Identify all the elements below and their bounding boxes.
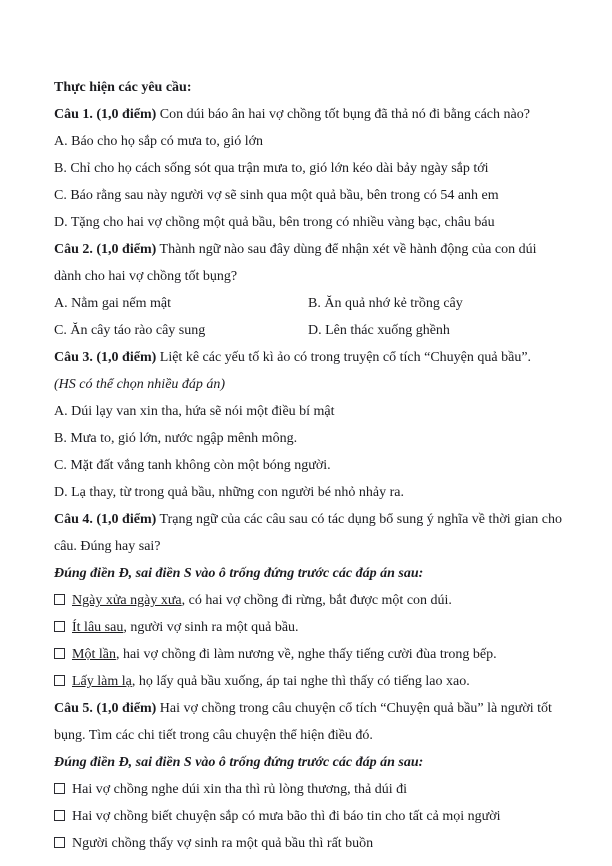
item-text: Người chồng thấy vợ sinh ra một quả bầu thì rất buồn [72,836,374,851]
answer-checkbox[interactable] [54,675,65,686]
question-1 [54,101,564,128]
question-3-option-a: A. Dúi lạy van xin tha, hứa sẽ nói một điều bí mật [54,404,335,419]
question-5-instruction: Đúng điền Đ, sai điền S vào ô trống đứng trước các đáp án sau: [54,755,424,770]
question-3-option-c: C. Mặt đất vắng tanh không còn một bóng người. [54,458,331,473]
underlined-adverbial: Một lần [72,647,116,662]
question-3-label: Câu 3. (1,0 điểm) [54,350,157,365]
item-text: Hai vợ chồng biết chuyện sắp có mưa bão thì đi báo tin cho tất cả mọi người [72,809,501,824]
answer-checkbox[interactable] [54,783,65,794]
question-2-text: Thành ngữ nào sau đây dùng để nhận xét về hành động của con dúi dành cho hai vợ chồng tốt bụng? [54,242,537,284]
question-1-option-d: D. Tặng cho hai vợ chồng một quả bầu, bên trong có nhiều vàng bạc, châu báu [54,215,495,230]
item-text: Hai vợ chồng nghe dúi xin tha thì rủ lòng thương, thả dúi đi [72,782,408,797]
item-text: , người vợ sinh ra một quả bầu. [123,620,299,635]
question-1-text: Con dúi báo ân hai vợ chồng tốt bụng đã thả nó đi bằng cách nào? [159,107,530,122]
question-4-label: Câu 4. (1,0 điểm) [54,512,157,527]
question-4-text: Trạng ngữ của các câu sau có tác dụng bổ sung ý nghĩa về thời gian cho câu. Đúng hay sai? [54,512,563,554]
underlined-adverbial: Ngày xửa ngày xưa [72,593,182,608]
question-4-item-3 [54,641,564,668]
question-2-option-b: B. Ăn quả nhớ kẻ trồng cây [308,296,463,311]
question-3-text: Liệt kê các yếu tố kì ảo có trong truyện cổ tích “Chuyện quả bầu”. [159,350,532,365]
question-3-option-b: B. Mưa to, gió lớn, nước ngập mênh mông. [54,431,298,446]
question-1-option-b: B. Chỉ cho họ cách sống sót qua trận mưa to, gió lớn kéo dài bảy ngày sắp tới [54,161,489,176]
answer-checkbox[interactable] [54,621,65,632]
question-4 [54,506,564,560]
underlined-adverbial: Lấy làm lạ [72,674,132,689]
answer-checkbox[interactable] [54,837,65,848]
underlined-adverbial: Ít lâu sau [72,620,124,635]
question-5 [54,695,564,749]
answer-checkbox[interactable] [54,594,65,605]
question-2-option-c: C. Ăn cây táo rào cây sung [54,323,206,338]
answer-checkbox[interactable] [54,648,65,659]
question-2-options-row-2 [54,317,564,344]
question-2-options-row-1 [54,290,564,317]
document-page [54,74,564,857]
instructions-heading: Thực hiện các yêu cầu: [54,80,192,95]
item-text: , có hai vợ chồng đi rừng, bắt được một con dúi. [181,593,452,608]
item-text: , hai vợ chồng đi làm nương về, nghe thấy tiếng cười đùa trong bếp. [115,647,497,662]
question-5-item-1 [54,776,564,803]
question-5-item-2 [54,803,564,830]
question-1-option-a: A. Báo cho họ sắp có mưa to, gió lớn [54,134,264,149]
question-5-item-3 [54,830,564,857]
question-2 [54,236,564,290]
question-2-option-a: A. Nằm gai nếm mật [54,296,172,311]
item-text: , họ lấy quả bầu xuống, áp tai nghe thì thấy có tiếng lao xao. [131,674,470,689]
question-3-note: (HS có thể chọn nhiều đáp án) [54,377,226,392]
question-5-label: Câu 5. (1,0 điểm) [54,701,157,716]
question-4-item-2 [54,614,564,641]
question-1-option-c: C. Báo rằng sau này người vợ sẽ sinh qua một quả bầu, bên trong có 54 anh em [54,188,499,203]
question-1-label: Câu 1. (1,0 điểm) [54,107,157,122]
question-3-option-d: D. Lạ thay, từ trong quả bầu, những con người bé nhỏ nhảy ra. [54,485,405,500]
question-3 [54,344,564,371]
question-5-text: Hai vợ chồng trong câu chuyện cổ tích “Chuyện quả bầu” là người tốt bụng. Tìm các chi tiết trong câu chuyện thể hiện điều đó. [54,701,552,743]
question-4-item-1 [54,587,564,614]
question-4-instruction: Đúng điền Đ, sai điền S vào ô trống đứng trước các đáp án sau: [54,566,424,581]
question-4-item-4 [54,668,564,695]
answer-checkbox[interactable] [54,810,65,821]
question-2-label: Câu 2. (1,0 điểm) [54,242,157,257]
question-2-option-d: D. Lên thác xuống ghềnh [308,323,450,338]
